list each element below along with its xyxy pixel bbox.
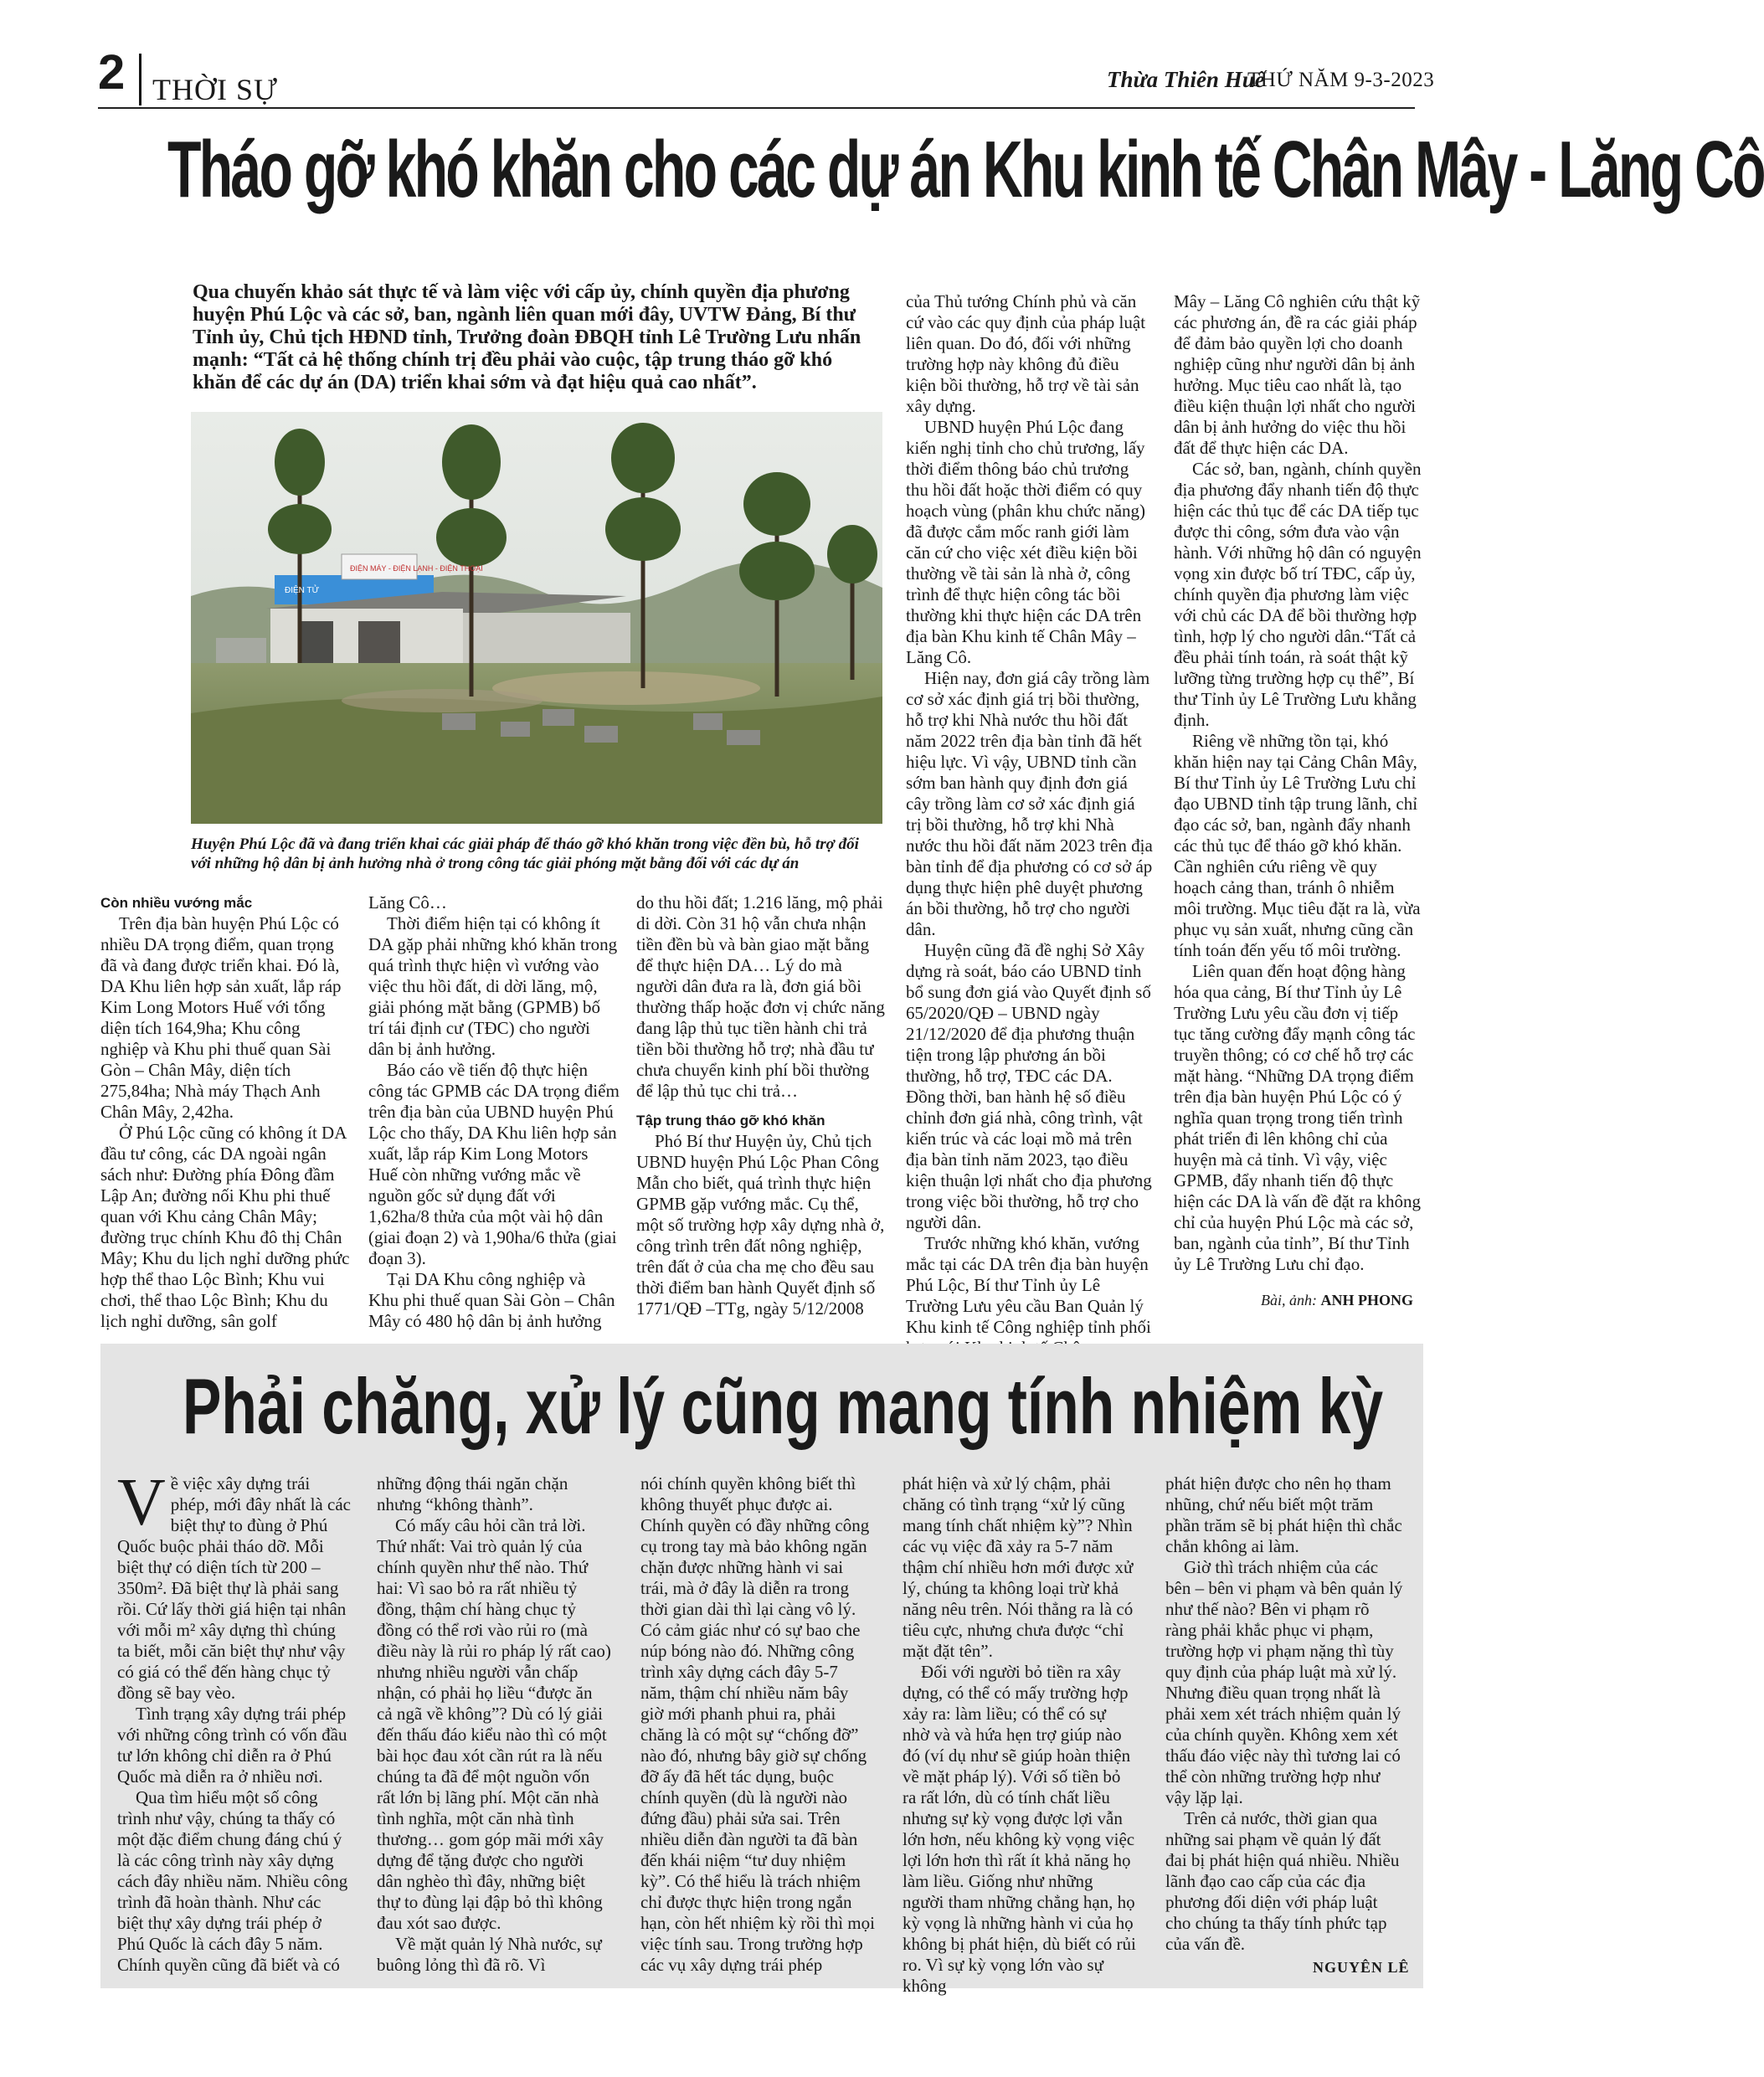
article2-column-1 [117,1466,352,1976]
article1-column-2 [368,892,620,1332]
paragraph: Các sở, ban, ngành, chính quyền địa phương đẩy nhanh tiến độ thực hiện các thủ tục để các DA tiếp tục được thi công, sớm đưa vào vận hành. Với những hộ dân có nguyện vọng xin được bố trí TĐC, cấp ủy, chính quyền địa phương làm việc với chủ các DA để bồi thường hợp tình, hợp lý cho người dân.“Tất cả đều phải tính toán, rà soát thật kỹ lưỡng từng trường hợp cụ thể”, Bí thư Tỉnh ủy Lê Trường Lưu khẳng định. [1174,459,1422,730]
paragraph: Tại DA Khu công nghiệp và Khu phi thuế quan Sài Gòn – Chân Mây có 480 hộ dân bị ảnh hưởng [368,1269,615,1331]
article2-column-2 [377,1473,611,1976]
header-rule [98,107,1415,109]
article1-column-5 [1174,291,1422,1275]
paragraph: Hiện nay, đơn giá cây trồng làm cơ sở xác định giá trị bồi thường, hỗ trợ khi Nhà nước thu hồi đất năm 2022 trên địa bàn tỉnh đã hết hiệu lực. Vì vậy, UBND tỉnh cần sớm ban hành quy định đơn giá cây trồng làm cơ sở xác định giá trị bồi thường, hỗ trợ khi Nhà nước thu hồi đất năm 2023 trên địa bàn tỉnh để địa phương có cơ sở áp dụng thực hiện phê duyệt phương án bồi thường, hỗ trợ cho người dân. [906,668,1153,939]
paragraph: Mây – Lăng Cô nghiên cứu thật kỹ các phương án, đề ra các giải pháp để đảm bảo quyền lợi cho doanh nghiệp cũng như người dân bị ảnh hưởng. Mục tiêu cao nhất là, tạo điều kiện thuận lợi nhất cho người dân bị ảnh hưởng do việc thu hồi đất để thực hiện các DA. [1174,291,1421,458]
photo-caption: Huyện Phú Lộc đã và đang triển khai các giải pháp để tháo gỡ khó khăn trong việc đền bù, hỗ trợ đối với những hộ dân bị ảnh hưởng nhà ở trong công tác giải phóng mặt bằng đối với các dự án [191,835,859,872]
paragraph: Qua tìm hiểu một số công trình như vậy, chúng ta thấy có một đặc điểm chung đáng chú ý là các công trình này xây dựng cách đây nhiều năm. Nhiều công trình đã hoàn thành. Như các biệt thự xây dựng trái phép ở Phú Quốc là cách đây 5 năm. Chính quyền cũng đã biết và có [117,1787,348,1975]
paragraph: Trên địa bàn huyện Phú Lộc có nhiều DA trọng điểm, quan trọng đã và đang được triển khai. Đó là, DA Khu liên hợp sản xuất, lắp ráp Kim Long Motors Huế với tổng diện tích 164,9ha; Khu công nghiệp và Khu phi thuế quan Sài Gòn – Chân Mây, diện tích 275,84ha; Nhà máy Thạch Anh Chân Mây, 2,42ha. [100,913,342,1122]
article1-byline [1261,1292,1413,1309]
paragraph: của Thủ tướng Chính phủ và căn cứ vào các quy định của pháp luật liên quan. Do đó, đối với những trường hợp này không đủ điều kiện bồi thường, hỗ trợ về tài sản xây dựng. [906,291,1146,416]
paragraph: Giờ thì trách nhiệm của các bên – bên vi phạm và bên quản lý như thế nào? Bên vi phạm rõ ràng phải khắc phục vi phạm, trường hợp vi phạm nặng thì tùy quy định của pháp luật mà xử lý. Nhưng điều quan trọng nhất là phải xem xét trách nhiệm quản lý của chính quyền. Không xem xét thấu đáo việc này thì tương lai có thể còn những trường hợp như vậy lặp lại. [1165,1557,1403,1807]
paragraph: Đối với người bỏ tiền ra xây dựng, có thể có mấy trường hợp xảy ra: làm liều; có thể có sự nhờ và và hứa hẹn trợ giúp nào đó (ví dụ như sẽ giúp hoàn thiện về mặt pháp lý). Với số tiền bỏ ra rất lớn, dù có tính chất liều nhưng sự kỳ vọng được lợi vẫn lớn hơn, nếu không kỳ vọng việc lợi lớn hơn thì rất ít khả năng họ làm liều. Giống như những người tham những chẳng hạn, họ kỳ vọng là những hành vi của họ không bị phát hiện, dù biết có rủi ro. Vì sự kỳ vọng lớn vào sự không [903,1662,1136,1996]
paragraph: Phó Bí thư Huyện ủy, Chủ tịch UBND huyện Phú Lộc Phan Công Mẫn cho biết, quá trình thực hiện GPMB gặp vướng mắc. Cụ thể, một số trường hợp xây dựng nhà ở, công trình trên đất nông nghiệp, trên đất ở của cha mẹ cho đều sau thời điểm ban hành Quyết định số 1771/QĐ –TTg, ngày 5/12/2008 [636,1131,885,1319]
paragraph: do thu hồi đất; 1.216 lăng, mộ phải di dời. Còn 31 hộ vẫn chưa nhận tiền đền bù và bàn giao mặt bằng để thực hiện DA… Lý do mà người dân đưa ra là, đơn giá bồi thường thấp hoặc đơn vị chức năng đang lập thủ tục tiền hành chi trả tiền bồi thường hỗ trợ; nhà đầu tư chưa chuyển kinh phí bồi thường để lập thủ tục chi trả… [636,892,885,1101]
article2-column-5 [1165,1473,1404,1955]
paragraph: phát hiện và xử lý chậm, phải chăng có tình trạng “xử lý cũng mang tính chất nhiệm kỳ”? Nhìn các vụ việc đã xảy ra 5-7 năm thậm chí nhiều hơn mới được xử lý, chúng ta không loại trừ khả năng nêu trên. Nói thẳng ra là có tiêu cực, nhưng chưa được “chỉ mặt đặt tên”. [903,1473,1134,1661]
paragraph: Báo cáo về tiến độ thực hiện công tác GPMB các DA trọng điểm trên địa bàn của UBND huyện Phú Lộc cho thấy, DA Khu liên hợp sản xuất, lắp ráp Kim Long Motors Huế còn những vướng mắc về nguồn gốc sử dụng đất với 1,62ha/8 thửa của một vài hộ dân (giai đoạn 2) và 1,90ha/6 thửa (giai đoạn 3). [368,1060,620,1268]
paragraph: ề việc xây dựng trái phép, mới đây nhất là các biệt thự to đùng ở Phú Quốc buộc phải tháo dỡ. Mỗi biệt thự có diện tích từ 200 – 350m². Đã biệt thự là phải sang rồi. Cứ lấy thời giá hiện tại nhân với mỗi m² xây dựng thì chúng ta biết, mỗi căn biệt thự như vậy có giá có thể đến hàng chục tỷ đồng sẽ bay vèo. [117,1473,351,1703]
photo-sign-text: ĐIỆN MÁY - ĐIỆN LẠNH - ĐIỆN THOẠI [350,564,483,573]
subheading: Tập trung tháo gỡ khó khăn [636,1113,825,1128]
paragraph: phát hiện được cho nên họ tham nhũng, chứ nếu biết một trăm phần trăm sẽ bị phát hiện thì chắc chắn không ai làm. [1165,1473,1402,1556]
article2-headline: Phải chăng, xử lý cũng mang tính nhiệm kỳ [183,1362,1384,1450]
paragraph: Huyện cũng đã đề nghị Sở Xây dựng rà soát, báo cáo UBND tỉnh bổ sung đơn giá vào Quyết định số 65/2020/QĐ – UBND ngày 21/12/2020 để địa phương thuận tiện trong lập phương án bồi thường, hỗ trợ, TĐC các DA. Đồng thời, ban hành hệ số điều chỉnh đơn giá nhà, công trình, vật kiến trúc và các loại mồ mả trên địa bàn tỉnh năm 2023, tạo điều kiện thuận lợi nhất cho địa phương trong việc bồi thường, hỗ trợ cho người dân. [906,940,1152,1232]
article1-column-1 [100,892,352,1332]
dropcap: V [117,1466,166,1540]
article2-column-4 [903,1473,1137,1997]
article1-lead: Qua chuyến khảo sát thực tế và làm việc với cấp ủy, chính quyền địa phương huyện Phú Lộc và các sở, ban, ngành liên quan mới đây, UVTW Đảng, Bí thư Tỉnh ủy, Chủ tịch HĐND tỉnh, Trưởng đoàn ĐBQH tỉnh Lê Trường Lưu nhấn mạnh: “Tất cả hệ thống chính trị đều phải vào cuộc, tập trung tháo gỡ khó khăn để các dự án (DA) triển khai sớm và đạt hiệu quả cao nhất”. [193,281,861,393]
paragraph: UBND huyện Phú Lộc đang kiến nghị tỉnh cho chủ trương, lấy thời điểm thông báo chủ trương thu hồi đất hoặc thời điểm có quy hoạch vùng (phân khu chức năng) đã được cắm mốc ranh giới làm căn cứ cho việc xét điều kiện bồi thường về tài sản là nhà ở, công trình để thực hiện công tác bồi thường khi thực hiện các DA trên địa bàn Khu kinh tế Chân Mây – Lăng Cô. [906,417,1146,667]
paragraph: Lăng Cô… [368,892,447,913]
article2-byline: NGUYÊN LÊ [1313,1959,1410,1976]
section-title: THỜI SỰ [152,73,278,106]
article1-column-3 [636,892,887,1319]
paragraph: Về mặt quản lý Nhà nước, sự buông lỏng thì đã rõ. Vì [377,1934,602,1975]
byline-name: ANH PHONG [1320,1292,1413,1308]
article1-photo [191,412,882,824]
photo-sign-text: ĐIỆN TỬ [285,586,320,595]
article1-headline: Tháo gỡ khó khăn cho các dự án Khu kinh tế Chân Mây - Lăng Cô [167,125,1764,214]
article2-column-3 [640,1473,875,1976]
paragraph: nói chính quyền không biết thì không thuyết phục được ai. Chính quyền có đầy những công cụ trong tay mà bảo không ngăn chặn được những hành vi sai trái, mà ở đây là diễn ra trong thời gian dài thì lại càng vô lý. Có cảm giác như có sự bao che núp bóng nào đó. Những công trình xây dựng cách đây 5-7 năm, thậm chí nhiều năm bây giờ mới phanh phui ra, phải chăng là có một sự “chống đỡ” nào đó, nhưng bây giờ sự chống đỡ ấy đã hết tác dụng, buộc chính quyền (dù là người nào đứng đầu) phải sửa sai. Trên nhiều diễn đàn người ta đã bàn đến khái niệm “tư duy nhiệm kỳ”. Có thể hiểu là trách nhiệm chỉ được thực hiện trong ngắn hạn, còn hết nhiệm kỳ rồi thì mọi việc tính sau. Trong trường hợp các vụ xây dựng trái phép [640,1473,875,1975]
paragraph: những động thái ngăn chặn nhưng “không thành”. [377,1473,568,1514]
article1-column-4 [906,291,1154,1359]
paragraph: Trước những khó khăn, vướng mắc tại các DA trên địa bàn huyện Phú Lộc, Bí thư Tỉnh ủy Lê Trường Lưu yêu cầu Ban Quản lý Khu kinh tế Công nghiệp tỉnh phối [906,1233,1151,1337]
paragraph: Liên quan đến hoạt động hàng hóa qua cảng, Bí thư Tỉnh ủy Lê Trường Lưu yêu cầu đơn vị tiếp tục tăng cường đẩy mạnh công tác truyền thông; có cơ chế hỗ trợ các mặt hàng. “Những DA trọng điểm trên địa bàn huyện Phú Lộc có ý nghĩa quan trọng trong tiến trình phát triển đi lên không chỉ của huyện mà cả tỉnh. Vì vậy, việc GPMB, đẩy nhanh tiến độ thực hiện các DA là vấn đề đặt ra không chỉ của huyện Phú Lộc mà các sở, ban, ngành của tỉnh”, Bí thư Tỉnh ủy Lê Trường Lưu chỉ đạo. [1174,961,1422,1274]
paragraph: Có mấy câu hỏi cần trả lời. Thứ nhất: Vai trò quản lý của chính quyền như thế nào. Thứ hai: Vì sao bỏ ra rất nhiều tỷ đồng, thậm chí hàng chục tỷ đồng có thể rơi vào rủi ro (mà điều này là rủi ro pháp lý rất cao) nhưng nhiều người vẫn chấp nhận, có phải họ liều “được ăn cả ngã về không”? Dù có lý giải đến thấu đáo kiểu nào thì có một bài học đau xót cần rút ra là nếu chúng ta đã để một nguồn vốn rất lớn bị lãng phí. Một căn nhà tình nghĩa, một căn nhà tình thương… gom góp mãi mới xây dựng để tặng được cho người dân nghèo thì đây, những biệt thự to đùng lại đập bỏ thì không đau xót sao được. [377,1515,611,1933]
paragraph: Ở Phú Lộc cũng có không ít DA đầu tư công, các DA ngoài ngân sách như: Đường phía Đông đầm Lập An; đường nối Khu phi thuế quan với Khu cảng Chân Mây; đường trục chính Khu đô thị Chân Mây; Khu du lịch nghỉ dưỡng phức hợp thể thao Lộc Bình; Khu vui chơi, thể thao Lộc Bình; Khu du lịch nghỉ dưỡng, sân golf [100,1123,350,1331]
paragraph: Trên cả nước, thời gian qua những sai phạm về quản lý đất đai bị phát hiện quá nhiều. Nhiều lãnh đạo cao cấp của các địa phương đối diện với pháp luật cho chúng ta thấy tính phức tạp của vấn đề. [1165,1808,1400,1954]
byline-prefix: Bài, ảnh: [1261,1292,1317,1308]
paper-name: Thừa Thiên Huế [1107,67,1265,92]
subheading: Còn nhiều vướng mắc [100,895,253,911]
paragraph: Riêng về những tồn tại, khó khăn hiện nay tại Cảng Chân Mây, Bí thư Tỉnh ủy Lê Trường Lưu chỉ đạo UBND tỉnh tập trung lãnh, chỉ đạo các sở, ban, ngành đẩy nhanh các thủ tục để tháo gỡ khó khăn. Cần nghiên cứu riêng về quy hoạch cảng than, tránh ô nhiễm môi trường. Mục tiêu đặt ra là, vừa phục vụ sản xuất, nhưng cũng cần tính toán đến yếu tố môi trường. [1174,731,1421,960]
header-divider [139,54,141,105]
paragraph: Thời điểm hiện tại có không ít DA gặp phải những khó khăn trong quá trình thực hiện vì vướng vào việc thu hồi đất, di dời lăng, mộ, giải phóng mặt bằng (GPMB) bố trí tái định cư (TĐC) cho người dân bị ảnh hưởng. [368,913,618,1059]
paragraph: Tình trạng xây dựng trái phép với những công trình có vốn đầu tư lớn không chỉ diễn ra ở Phú Quốc mà diễn ra ở nhiều nơi. [117,1704,347,1787]
page-number: 2 [98,45,126,100]
issue-date: THỨ NĂM 9-3-2023 [1247,69,1435,91]
